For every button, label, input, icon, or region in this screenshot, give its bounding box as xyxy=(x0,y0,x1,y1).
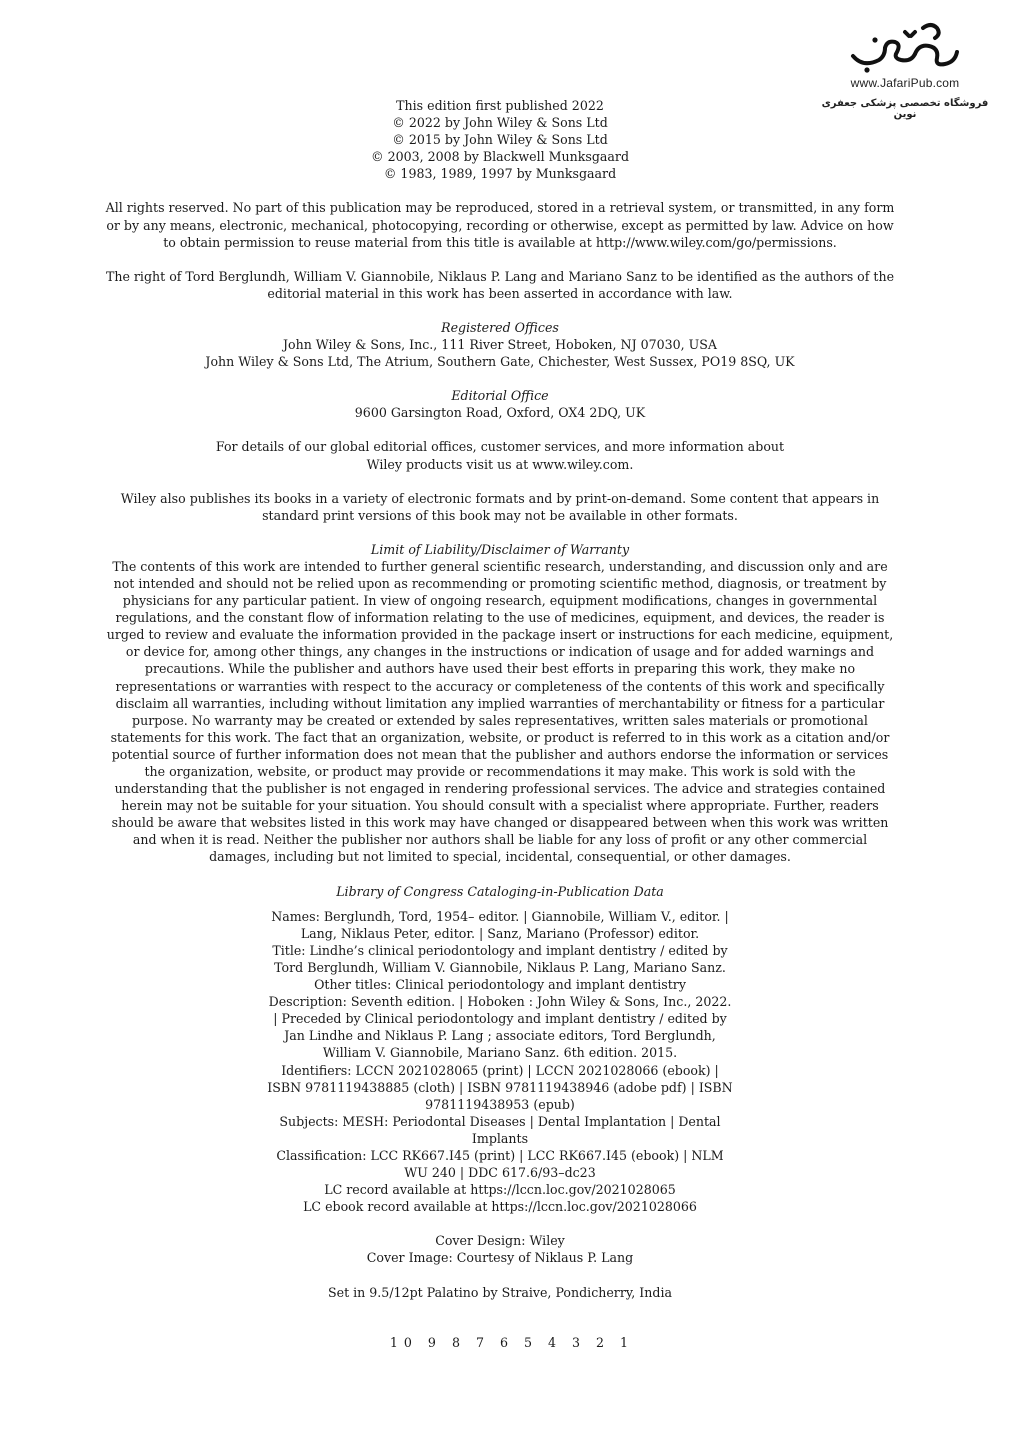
editorial-office-block xyxy=(102,387,898,421)
registered-offices-heading: Registered Offices xyxy=(441,319,559,335)
formats-block xyxy=(102,490,898,524)
cip-block xyxy=(102,883,898,1216)
liability-block xyxy=(102,541,898,866)
cip-heading: Library of Congress Cataloging-in-Publication Data xyxy=(336,883,664,899)
cip-title: Title: Lindhe’s clinical periodontology and implant dentistry / edited by Tord Berglundh, William V. Giannobile, Niklaus P. Lang, Mariano Sanz. xyxy=(272,942,728,975)
cip-subjects: Subjects: MESH: Periodontal Diseases | Dental Implantation | Dental Implants xyxy=(279,1113,721,1146)
registered-offices-block xyxy=(102,319,898,370)
details-block xyxy=(102,438,898,472)
typeset-block xyxy=(102,1284,898,1301)
copyright-line: © 2003, 2008 by Blackwell Munksgaard xyxy=(370,149,630,165)
copyright-line: © 1983, 1989, 1997 by Munksgaard xyxy=(383,166,617,182)
edition-block xyxy=(102,97,898,182)
cover-block xyxy=(102,1232,898,1266)
registered-office-line: John Wiley & Sons, Inc., 111 River Street, Hoboken, NJ 07030, USA xyxy=(282,337,718,353)
copyright-line: © 2022 by John Wiley & Sons Ltd xyxy=(392,115,608,131)
cover-design: Cover Design: Wiley xyxy=(435,1233,565,1249)
liability-text: The contents of this work are intended to further general scientific research, understanding, and discussion only and are not intended and should not be relied upon as recommending or promoting scientific method, diagnosis, or treatment by physicians for any particular patient. In view of ongoing research, equipment modifications, changes in governmental regulations, and the constant flow of information relating to the use of medicines, equipment, and devices, the reader is urged to review and evaluate the information provided in the package insert or instructions for each medicine, equipment, or device for, among other things, any changes in the instructions or indication of usage and for added warnings and precautions. While the publisher and authors have used their best efforts in preparing this work, they make no representations or warranties with respect to the accuracy or completeness of the contents of this work and specifically disclaim all warranties, including without limitation any implied warranties of merchantability or fitness for a particular purpose. No warranty may be created or extended by sales representatives, written sales materials or promotional statements for this work. The fact that an organization, website, or product is referred to in this work as a citation and/or potential source of further information does not mean that the publisher and authors endorse the information or services the organization, website, or product may provide or recommendations it may make. This work is sold with the understanding that the publisher is not engaged in rendering professional services. The advice and strategies contained herein may not be suitable for your situation. You should consult with a specialist where appropriate. Further, readers should be aware that websites listed in this work may have changed or disappeared between when this work was written and when it is read. Neither the publisher nor authors shall be liable for any loss of profit or any other commercial damages, including but not limited to special, incidental, consequential, or other damages. xyxy=(106,558,894,865)
details-line: For details of our global editorial offices, customer services, and more information about xyxy=(215,439,785,455)
editorial-office-heading: Editorial Office xyxy=(451,388,549,404)
cover-image: Cover Image: Courtesy of Niklaus P. Lang xyxy=(366,1250,634,1266)
cip-lc-ebook-record: LC ebook record available at https://lccn.loc.gov/2021028066 xyxy=(303,1199,697,1215)
registered-office-line: John Wiley & Sons Ltd, The Atrium, Southern Gate, Chichester, West Sussex, PO19 8SQ, UK xyxy=(205,354,795,370)
cip-lc-record: LC record available at https://lccn.loc.gov/2021028065 xyxy=(324,1182,676,1198)
rights-block xyxy=(102,199,898,250)
typeset-text: Set in 9.5/12pt Palatino by Straive, Pondicherry, India xyxy=(328,1284,672,1300)
print-line: 10 9 8 7 6 5 4 3 2 1 xyxy=(389,1335,635,1350)
authors-right-text: The right of Tord Berglundh, William V. Giannobile, Niklaus P. Lang and Mariano Sanz to be identified as the authors of the editorial material in this work has been asserted in accordance with law. xyxy=(105,268,895,301)
cip-names: Names: Berglundh, Tord, 1954– editor. | Giannobile, William V., editor. | Lang, Niklaus Peter, editor. | Sanz, Mariano (Professor) editor. xyxy=(271,908,729,941)
editorial-office-line: 9600 Garsington Road, Oxford, OX4 2DQ, UK xyxy=(354,405,646,421)
jafaripub-logo-icon xyxy=(845,18,965,76)
copyright-line: © 2015 by John Wiley & Sons Ltd xyxy=(392,132,608,148)
watermark-tagline: فروشگاه تخصصی پزشکی جعفری نوین xyxy=(821,98,989,120)
cip-classification: Classification: LCC RK667.I45 (print) | LCC RK667.I45 (ebook) | NLM WU 240 | DDC 617.6/93–dc23 xyxy=(276,1147,724,1181)
cip-other-titles: Other titles: Clinical periodontology and implant dentistry xyxy=(314,977,686,993)
authors-right-block xyxy=(102,268,898,302)
rights-text: All rights reserved. No part of this publication may be reproduced, stored in a retrieval system, or transmitted, in any form or by any means, electronic, mechanical, photocopying, recording or otherwise, except as permitted by law. Advice on how to obtain permission to reuse material from this title is available at http://www.wiley.com/go/permissions. xyxy=(105,200,895,250)
cip-description: Description: Seventh edition. | Hoboken : John Wiley & Sons, Inc., 2022. | Preceded by Clinical periodontology and implant dentistry / edited by Jan Lindhe and Niklaus P. Lang ; associate editors, Tord Berglundh, William V. Giannobile, Mariano Sanz. 6th edition. 2015. xyxy=(268,994,732,1061)
liability-heading: Limit of Liability/Disclaimer of Warranty xyxy=(370,541,630,557)
copyright-content xyxy=(102,97,898,1318)
details-line: Wiley products visit us at www.wiley.com. xyxy=(366,456,634,472)
cip-identifiers: Identifiers: LCCN 2021028065 (print) | LCCN 2021028066 (ebook) | ISBN 9781119438885 (cloth) | ISBN 9781119438946 (adobe pdf) | ISBN 9781119438953 (epub) xyxy=(267,1062,733,1112)
edition-line: This edition first published 2022 xyxy=(396,98,604,113)
watermark-url: www.JafariPub.com xyxy=(850,76,960,90)
formats-text: Wiley also publishes its books in a variety of electronic formats and by print-on-demand. Some content that appears in standard print versions of this book may not be available in other formats. xyxy=(120,490,880,523)
